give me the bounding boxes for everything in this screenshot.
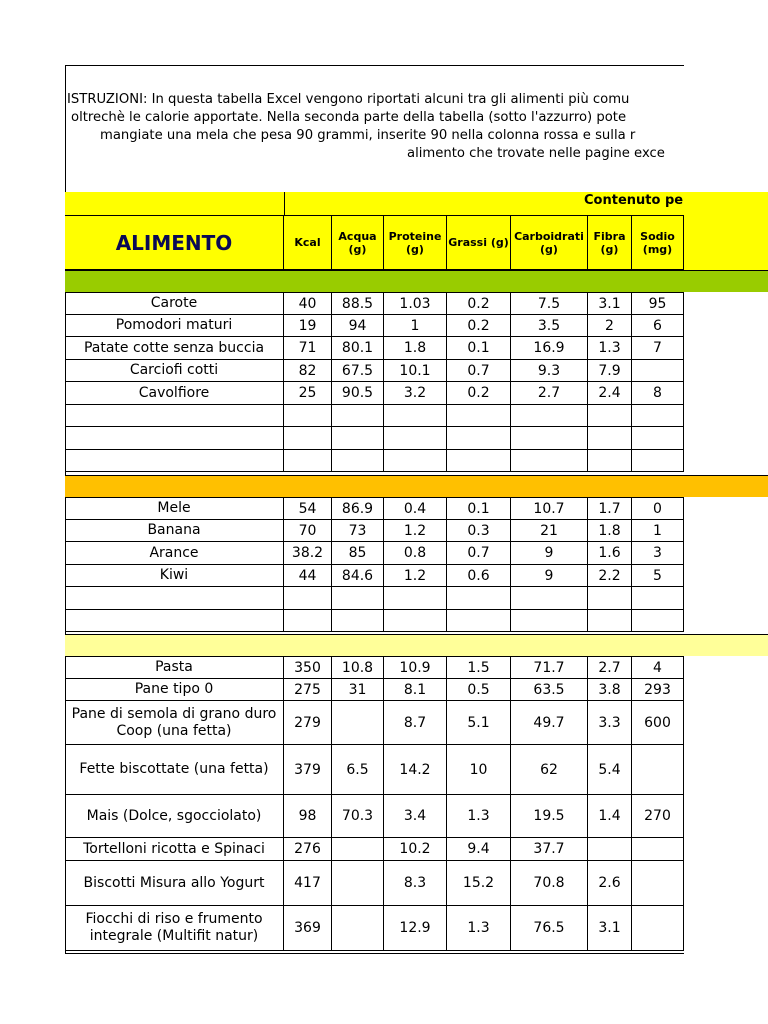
food-name-cell[interactable]	[65, 450, 284, 472]
value-cell[interactable]	[332, 701, 384, 745]
value-cell[interactable]	[632, 838, 684, 861]
value-cell[interactable]: 2.2	[588, 565, 632, 587]
food-name-cell[interactable]: Arance	[65, 542, 284, 565]
value-cell[interactable]: 3.3	[588, 701, 632, 745]
value-cell[interactable]: 3	[632, 542, 684, 565]
value-cell[interactable]: 10.7	[511, 497, 588, 520]
value-cell[interactable]: 5	[632, 565, 684, 587]
value-cell[interactable]: 9	[511, 565, 588, 587]
value-cell[interactable]: 21	[511, 520, 588, 542]
value-cell[interactable]: 7	[632, 337, 684, 360]
value-cell[interactable]	[384, 405, 447, 427]
value-cell[interactable]	[447, 610, 511, 632]
value-cell[interactable]: 76.5	[511, 906, 588, 951]
value-cell[interactable]: 31	[332, 679, 384, 701]
value-cell[interactable]: 70.3	[332, 795, 384, 838]
value-cell[interactable]	[511, 405, 588, 427]
value-cell[interactable]	[588, 450, 632, 472]
value-cell[interactable]: 5.1	[447, 701, 511, 745]
food-name-cell[interactable]: Pomodori maturi	[65, 315, 284, 337]
value-cell[interactable]: 369	[284, 906, 332, 951]
food-name-cell[interactable]: Cavolfiore	[65, 382, 284, 405]
value-cell[interactable]: 44	[284, 565, 332, 587]
value-cell[interactable]: 70.8	[511, 861, 588, 906]
instructions-text	[65, 91, 684, 191]
value-cell[interactable]	[447, 587, 511, 610]
instructions-line-3: mangiate una mela che pesa 90 grammi, inserite 90 nella colonna rossa e sulla r	[100, 128, 636, 143]
value-cell[interactable]	[332, 427, 384, 450]
nutrient-span-header	[284, 192, 684, 215]
value-cell[interactable]: 5.4	[588, 745, 632, 795]
value-cell[interactable]	[632, 745, 684, 795]
value-cell[interactable]	[284, 450, 332, 472]
value-cell[interactable]: 417	[284, 861, 332, 906]
value-cell[interactable]	[284, 587, 332, 610]
value-cell[interactable]	[632, 587, 684, 610]
value-cell[interactable]: 0.7	[447, 542, 511, 565]
value-cell[interactable]: 10.1	[384, 360, 447, 382]
value-cell[interactable]	[632, 906, 684, 951]
alimento-header: ALIMENTO	[65, 215, 284, 270]
value-cell[interactable]: 0.8	[384, 542, 447, 565]
column-header: Kcal	[284, 215, 332, 270]
value-cell[interactable]	[588, 405, 632, 427]
value-cell[interactable]: 0	[632, 497, 684, 520]
value-cell[interactable]: 1.7	[588, 497, 632, 520]
value-cell[interactable]	[632, 427, 684, 450]
value-cell[interactable]: 19	[284, 315, 332, 337]
value-cell[interactable]: 3.8	[588, 679, 632, 701]
value-cell[interactable]: 70	[284, 520, 332, 542]
value-cell[interactable]: 0.7	[447, 360, 511, 382]
value-cell[interactable]: 10.9	[384, 656, 447, 679]
value-cell[interactable]: 0.2	[447, 315, 511, 337]
value-cell[interactable]: 6.5	[332, 745, 384, 795]
value-cell[interactable]: 10.8	[332, 656, 384, 679]
food-name-cell[interactable]	[65, 405, 284, 427]
value-cell[interactable]: 0.3	[447, 520, 511, 542]
value-cell[interactable]: 600	[632, 701, 684, 745]
value-cell[interactable]: 95	[632, 292, 684, 315]
value-cell[interactable]	[632, 610, 684, 632]
column-header: Sodio (mg)	[632, 215, 684, 270]
value-cell[interactable]: 3.1	[588, 906, 632, 951]
column-header: Fibra (g)	[588, 215, 632, 270]
value-cell[interactable]: 1.03	[384, 292, 447, 315]
value-cell[interactable]: 98	[284, 795, 332, 838]
column-header: Grassi (g)	[447, 215, 511, 270]
value-cell[interactable]: 1.2	[384, 565, 447, 587]
value-cell[interactable]: 350	[284, 656, 332, 679]
value-cell[interactable]	[284, 405, 332, 427]
value-cell[interactable]	[332, 861, 384, 906]
value-cell[interactable]: 88.5	[332, 292, 384, 315]
value-cell[interactable]: 0.5	[447, 679, 511, 701]
value-cell[interactable]	[511, 610, 588, 632]
value-cell[interactable]: 1.8	[588, 520, 632, 542]
food-name-cell[interactable]: Patate cotte senza buccia	[65, 337, 284, 360]
value-cell[interactable]: 84.6	[332, 565, 384, 587]
value-cell[interactable]: 3.2	[384, 382, 447, 405]
value-cell[interactable]	[632, 450, 684, 472]
value-cell[interactable]	[632, 360, 684, 382]
value-cell[interactable]: 9.4	[447, 838, 511, 861]
value-cell[interactable]: 2.7	[511, 382, 588, 405]
value-cell[interactable]	[447, 427, 511, 450]
value-cell[interactable]: 1.3	[447, 795, 511, 838]
food-name-cell[interactable]	[65, 587, 284, 610]
value-cell[interactable]: 10.2	[384, 838, 447, 861]
value-cell[interactable]: 0.1	[447, 497, 511, 520]
value-cell[interactable]	[588, 838, 632, 861]
value-cell[interactable]: 279	[284, 701, 332, 745]
value-cell[interactable]	[284, 427, 332, 450]
value-cell[interactable]	[332, 450, 384, 472]
value-cell[interactable]: 1.4	[588, 795, 632, 838]
value-cell[interactable]: 37.7	[511, 838, 588, 861]
value-cell[interactable]: 2.7	[588, 656, 632, 679]
column-header: Proteine (g)	[384, 215, 447, 270]
value-cell[interactable]: 82	[284, 360, 332, 382]
value-cell[interactable]: 49.7	[511, 701, 588, 745]
food-name-cell[interactable]: Pasta	[65, 656, 284, 679]
value-cell[interactable]: 25	[284, 382, 332, 405]
value-cell[interactable]: 1	[632, 520, 684, 542]
value-cell[interactable]: 8.7	[384, 701, 447, 745]
value-cell[interactable]	[332, 906, 384, 951]
value-cell[interactable]: 73	[332, 520, 384, 542]
value-cell[interactable]	[588, 427, 632, 450]
value-cell[interactable]: 62	[511, 745, 588, 795]
value-cell[interactable]: 1.2	[384, 520, 447, 542]
instructions-line-4: alimento che trovate nelle pagine exce	[407, 146, 665, 161]
food-name-cell[interactable]: Tortelloni ricotta e Spinaci	[65, 838, 284, 861]
value-cell[interactable]: 38.2	[284, 542, 332, 565]
value-cell[interactable]: 9	[511, 542, 588, 565]
value-cell[interactable]	[384, 610, 447, 632]
value-cell[interactable]: 19.5	[511, 795, 588, 838]
value-cell[interactable]: 94	[332, 315, 384, 337]
value-cell[interactable]: 54	[284, 497, 332, 520]
value-cell[interactable]: 276	[284, 838, 332, 861]
value-cell[interactable]: 80.1	[332, 337, 384, 360]
value-cell[interactable]: 1.5	[447, 656, 511, 679]
value-cell[interactable]	[332, 405, 384, 427]
value-cell[interactable]	[511, 450, 588, 472]
food-name-cell[interactable]: Fette biscottate (una fetta)	[65, 745, 284, 795]
value-cell[interactable]: 0.2	[447, 382, 511, 405]
value-cell[interactable]: 15.2	[447, 861, 511, 906]
value-cell[interactable]	[284, 610, 332, 632]
food-name-cell[interactable]: Kiwi	[65, 565, 284, 587]
value-cell[interactable]: 90.5	[332, 382, 384, 405]
value-cell[interactable]: 275	[284, 679, 332, 701]
value-cell[interactable]: 8.3	[384, 861, 447, 906]
value-cell[interactable]: 1.8	[384, 337, 447, 360]
value-cell[interactable]: 7.5	[511, 292, 588, 315]
value-cell[interactable]: 40	[284, 292, 332, 315]
food-name-cell[interactable]: Carciofi cotti	[65, 360, 284, 382]
food-name-cell[interactable]: Mais (Dolce, sgocciolato)	[65, 795, 284, 838]
value-cell[interactable]: 270	[632, 795, 684, 838]
value-cell[interactable]: 293	[632, 679, 684, 701]
value-cell[interactable]: 4	[632, 656, 684, 679]
value-cell[interactable]	[332, 838, 384, 861]
instructions-line-2: oltrechè le calorie apportate. Nella seconda parte della tabella (sotto l'azzurro) pote	[71, 110, 627, 125]
value-cell[interactable]	[632, 405, 684, 427]
value-cell[interactable]: 71.7	[511, 656, 588, 679]
value-cell[interactable]: 71	[284, 337, 332, 360]
value-cell[interactable]: 7.9	[588, 360, 632, 382]
value-cell[interactable]: 0.1	[447, 337, 511, 360]
value-cell[interactable]: 8.1	[384, 679, 447, 701]
food-name-cell[interactable]: Biscotti Misura allo Yogurt	[65, 861, 284, 906]
value-cell[interactable]	[447, 405, 511, 427]
value-cell[interactable]	[588, 587, 632, 610]
value-cell[interactable]: 6	[632, 315, 684, 337]
section-band	[65, 475, 768, 497]
contenuto-header: Contenuto pe	[584, 193, 684, 208]
value-cell[interactable]	[332, 587, 384, 610]
value-cell[interactable]: 1	[384, 315, 447, 337]
value-cell[interactable]: 3.1	[588, 292, 632, 315]
value-cell[interactable]: 1.3	[588, 337, 632, 360]
food-name-cell[interactable]: Banana	[65, 520, 284, 542]
value-cell[interactable]: 12.9	[384, 906, 447, 951]
value-cell[interactable]: 9.3	[511, 360, 588, 382]
value-cell[interactable]: 3.4	[384, 795, 447, 838]
food-name-cell[interactable]	[65, 610, 284, 632]
value-cell[interactable]	[384, 450, 447, 472]
food-name-cell[interactable]: Mele	[65, 497, 284, 520]
value-cell[interactable]: 0.2	[447, 292, 511, 315]
column-header: Acqua (g)	[332, 215, 384, 270]
value-cell[interactable]	[632, 861, 684, 906]
food-name-cell[interactable]: Carote	[65, 292, 284, 315]
value-cell[interactable]: 86.9	[332, 497, 384, 520]
value-cell[interactable]	[447, 450, 511, 472]
value-cell[interactable]: 67.5	[332, 360, 384, 382]
section-band	[65, 634, 768, 656]
value-cell[interactable]: 1.6	[588, 542, 632, 565]
value-cell[interactable]: 2.4	[588, 382, 632, 405]
value-cell[interactable]: 0.6	[447, 565, 511, 587]
column-header: Carboidrati (g)	[511, 215, 588, 270]
value-cell[interactable]: 2.6	[588, 861, 632, 906]
value-cell[interactable]: 14.2	[384, 745, 447, 795]
value-cell[interactable]	[384, 427, 447, 450]
value-cell[interactable]: 1.3	[447, 906, 511, 951]
value-cell[interactable]: 63.5	[511, 679, 588, 701]
value-cell[interactable]: 16.9	[511, 337, 588, 360]
value-cell[interactable]: 85	[332, 542, 384, 565]
instructions-line-1: ISTRUZIONI: In questa tabella Excel vengono riportati alcuni tra gli alimenti più comu	[67, 92, 630, 107]
value-cell[interactable]: 8	[632, 382, 684, 405]
value-cell[interactable]	[511, 427, 588, 450]
value-cell[interactable]	[332, 610, 384, 632]
value-cell[interactable]: 3.5	[511, 315, 588, 337]
value-cell[interactable]	[384, 587, 447, 610]
value-cell[interactable]: 2	[588, 315, 632, 337]
value-cell[interactable]: 10	[447, 745, 511, 795]
food-name-cell[interactable]	[65, 427, 284, 450]
section-band	[65, 270, 768, 292]
food-name-cell[interactable]: Fiocchi di riso e frumento integrale (Multifit natur)	[65, 906, 284, 951]
value-cell[interactable]: 379	[284, 745, 332, 795]
value-cell[interactable]	[588, 610, 632, 632]
value-cell[interactable]: 0.4	[384, 497, 447, 520]
value-cell[interactable]	[511, 587, 588, 610]
food-name-cell[interactable]: Pane di semola di grano duro Coop (una fetta)	[65, 701, 284, 745]
food-name-cell[interactable]: Pane tipo 0	[65, 679, 284, 701]
